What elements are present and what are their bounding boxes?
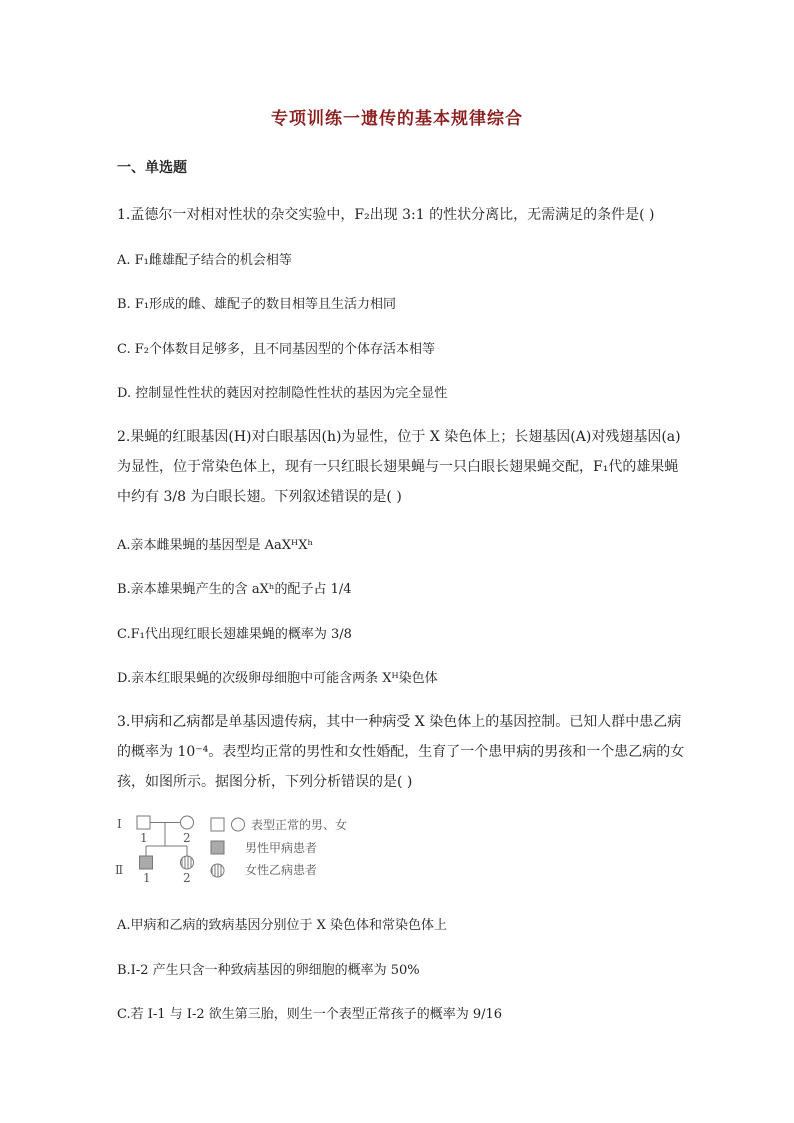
legend-circle-affected — [211, 864, 224, 877]
gen1-male-normal — [137, 816, 150, 829]
q1-option-b: B. F₁形成的雌、雄配子的数目相等且生活力相同 — [117, 297, 397, 312]
gen2-num2: 2 — [183, 871, 191, 884]
page-title: 专项训练一遗传的基本规律综合 — [271, 109, 523, 129]
q2-stem-line2: 为显性，位于常染色体上，现有一只红眼长翅果蝇与一只白眼长翅果蝇交配，F₁代的雄果蝇 — [117, 459, 679, 475]
q1-option-c: C. F₂个体数目足够多，且不同基因型的个体存活本相等 — [117, 342, 435, 357]
q3-stem-line3: 孩，如图所示。据图分析，下列分析错误的是( ) — [117, 774, 413, 790]
generation-1-label: Ⅰ — [117, 817, 122, 831]
gen1-num2: 2 — [183, 831, 191, 845]
legend-female-b-label: 女性乙病患者 — [245, 863, 318, 877]
gen2-female-affected-b — [181, 856, 194, 869]
legend-square-normal — [211, 818, 224, 831]
q1-stem: 1.孟德尔一对相对性状的杂交实验中，F₂出现 3:1 的性状分离比，无需满足的条件是( ) — [117, 207, 655, 223]
q1-option-a: A. F₁雌雄配子结合的机会相等 — [117, 253, 292, 268]
legend-male-a-label: 男性甲病患者 — [245, 841, 318, 855]
q2-option-c: C.F₁代出现红眼长翅雄果蝇的概率为 3/8 — [117, 627, 352, 642]
q2-option-a: A.亲本雌果蝇的基因型是 AaXᴴXʰ — [117, 538, 314, 553]
gen2-male-affected-a — [140, 856, 153, 869]
legend-normal-label: 表型正常的男、女 — [251, 818, 348, 832]
pedigree-chart — [115, 812, 355, 884]
q3-option-c: C.若 Ⅰ-1 与 Ⅰ-2 欲生第三胎，则生一个表型正常孩子的概率为 9/16 — [117, 1007, 503, 1022]
gen1-female-normal — [181, 816, 194, 829]
q2-stem-line3: 中约有 3/8 为白眼长翅。下列叙述错误的是( ) — [117, 489, 402, 505]
q3-stem-line1: 3.甲病和乙病都是单基因遗传病，其中一种病受 X 染色体上的基因控制。已知人群中患乙病 — [117, 714, 682, 730]
q2-stem-line1: 2.果蝇的红眼基因(H)对白眼基因(h)为显性，位于 X 染色体上；长翅基因(A)对残翅基因(a) — [117, 429, 681, 445]
q1-option-d: D. 控制显性性状的蕤因对控制隐性性状的基因为完全显性 — [117, 386, 448, 401]
section-heading: 一、单选题 — [117, 160, 187, 176]
generation-2-label: Ⅱ — [115, 863, 124, 877]
q2-option-b: B.亲本雄果蝇产生的含 aXʰ的配子占 1/4 — [117, 582, 352, 597]
q2-option-d: D.亲本红眼果蝇的次级卵母细胞中可能含两条 Xᴴ染色体 — [117, 671, 438, 686]
gen1-num1: 1 — [140, 831, 148, 845]
legend-circle-normal — [232, 818, 245, 831]
q3-stem-line2: 的概率为 10⁻⁴。表型均正常的男性和女性婚配，生育了一个患甲病的男孩和一个患乙病的女 — [117, 744, 685, 760]
q3-option-a: A.甲病和乙病的致病基因分别位于 X 染色体和常染色体上 — [117, 918, 448, 933]
gen2-num1: 1 — [143, 871, 151, 884]
legend-square-affected — [211, 841, 224, 854]
q3-option-b: B.Ⅰ-2 产生只含一种致病基因的卵细胞的概率为 50% — [117, 963, 420, 978]
